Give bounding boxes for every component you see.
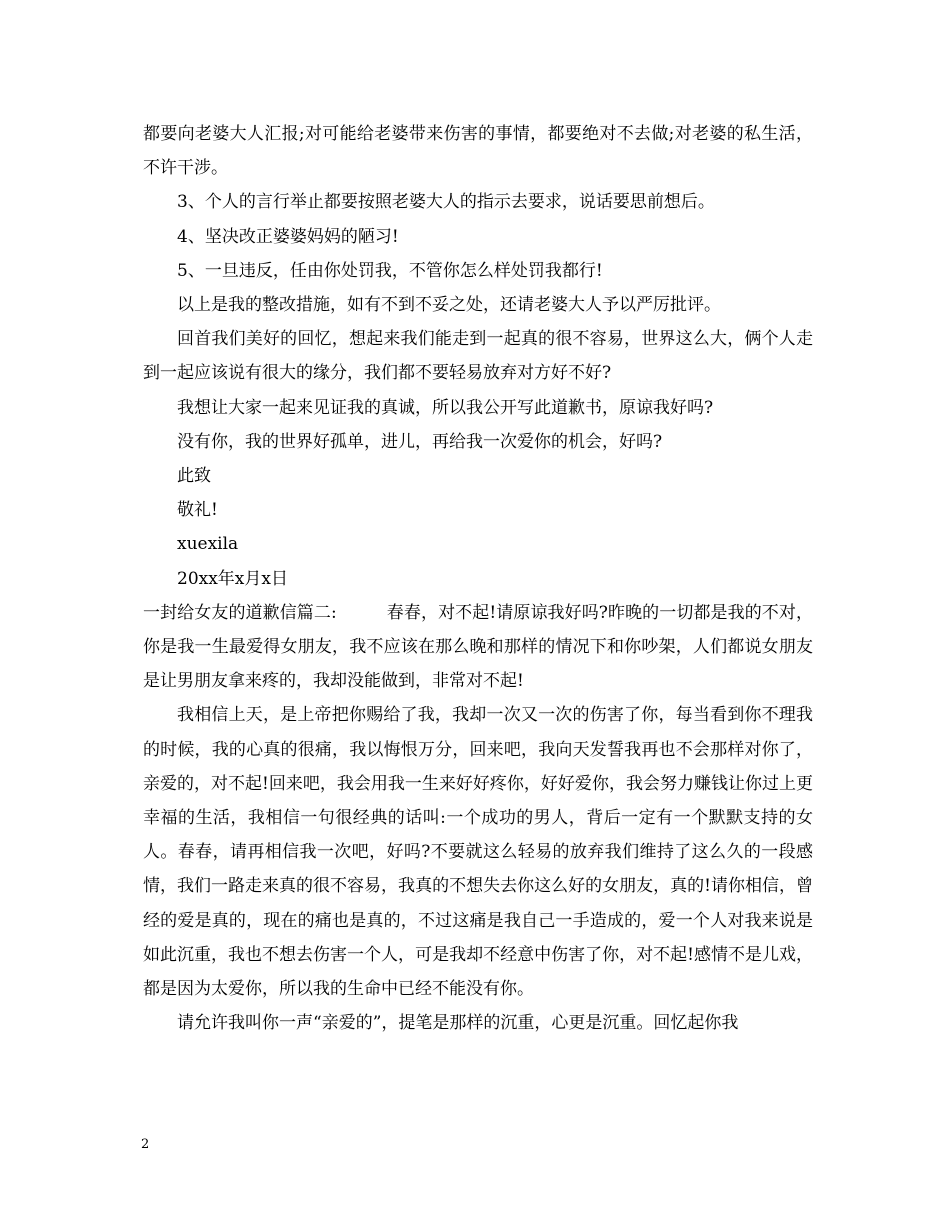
letter-date: 20xx年x月x日	[177, 568, 288, 589]
signature: xuexila	[177, 534, 239, 555]
page-number: 2	[141, 1137, 150, 1152]
letter-two-opening	[143, 596, 813, 699]
paragraph-item-5: 5、一旦违反，任由你处罚我，不管你怎么样处罚我都行!	[177, 260, 603, 281]
paragraph-lonely: 没有你，我的世界好孤单，进儿，再给我一次爱你的机会，好吗?	[177, 431, 663, 452]
section-title: 一封给女友的道歉信篇二:	[143, 602, 337, 623]
paragraph-item-4: 4、坚决改正婆婆妈妈的陋习!	[177, 226, 399, 247]
paragraph-memories: 回首我们美好的回忆，想起来我们能走到一起真的很不容易，世界这么大，俩个人走到一起应该说有很大的缘分，我们都不要轻易放弃对方好不好?	[143, 329, 813, 384]
paragraph-continuation: 都要向老婆大人汇报;对可能给老婆带来伤害的事情，都要绝对不去做;对老婆的私生活，不许干涉。	[143, 124, 813, 179]
paragraph-sincerity: 我想让大家一起来见证我的真诚，所以我公开写此道歉书，原谅我好吗?	[177, 397, 714, 418]
paragraph-apology-opening: 春春，对不起!请原谅我好吗?昨晚的一切都是我的不对，你是我一生最爱得女朋友，我不应该在那么晚和那样的情况下和你吵架，人们都说女朋友是让男朋友拿来疼的，我却没能做到，非常对不起!	[143, 602, 813, 692]
paragraph-item-3: 3、个人的言行举止都要按照老婆大人的指示去要求，说话要思前想后。	[177, 192, 715, 213]
closing-salutation: 此致	[177, 466, 211, 487]
document-body	[143, 117, 813, 1040]
paragraph-summary: 以上是我的整改措施，如有不到不妥之处，还请老婆大人予以严厉批评。	[177, 295, 721, 316]
closing-regards: 敬礼!	[177, 500, 218, 521]
paragraph-apology-main: 我相信上天，是上帝把你赐给了我，我却一次又一次的伤害了你，每当看到你不理我的时候，我的心真的很痛，我以悔恨万分，回来吧，我向天发誓我再也不会那样对你了，亲爱的，对不起!回来吧，我会用我一生来好好疼你，好好爱你，我会努力赚钱让你过上更幸福的生活，我相信一句很经典的话叫:一个成功的男人，背后一定有一个默默支持的女人。春春，请再相信我一次吧，好吗?不要就这么轻易的放弃我们维持了这么久的一段感情，我们一路走来真的很不容易，我真的不想失去你这么好的女朋友，真的!请你相信，曾经的爱是真的，现在的痛也是真的，不过这痛是我自己一手造成的，爱一个人对我来说是如此沉重，我也不想去伤害一个人，可是我却不经意中伤害了你，对不起!感情不是儿戏，都是因为太爱你，所以我的生命中已经不能没有你。	[143, 705, 813, 1000]
paragraph-dear: 请允许我叫你一声“亲爱的”，提笔是那样的沉重，心更是沉重。回忆起你我	[177, 1013, 739, 1034]
